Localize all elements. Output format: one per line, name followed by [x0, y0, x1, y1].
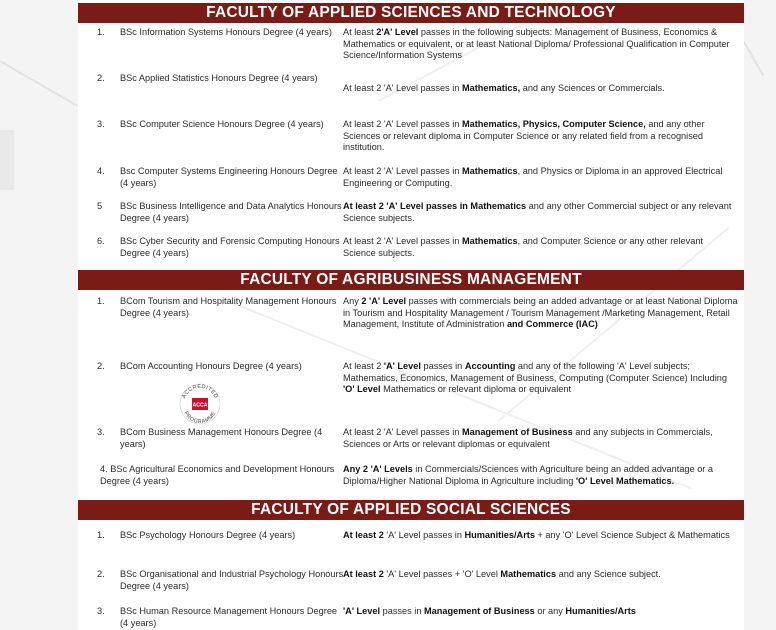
- requirement-emphasis: Humanities/Arts: [464, 530, 535, 540]
- entry-requirement: [343, 296, 738, 331]
- row-number: 3.: [97, 606, 105, 616]
- row-number: 2.: [97, 569, 105, 579]
- requirement-text: and any Sciences or Commercials.: [520, 83, 665, 93]
- entry-requirement: [343, 119, 738, 154]
- program-name: BSc Computer Science Honours Degree (4 years): [120, 119, 324, 129]
- row-number: 2.: [97, 73, 105, 83]
- program-name: BSc Human Resource Management Honours Degree (4 years): [120, 606, 338, 628]
- admission-requirements-document: [78, 0, 744, 630]
- entry-requirement: [343, 530, 738, 542]
- requirement-text: + any 'O' Level Science Subject & Mathematics: [534, 530, 730, 540]
- requirement-emphasis: Management of Business: [423, 606, 535, 616]
- requirement-text: At least 2 'A' Level passes in: [343, 236, 462, 246]
- requirement-emphasis: and Commerce (IAC): [506, 319, 598, 330]
- requirement-text: and any other Commercial subject or any relevant Science subjects.: [343, 201, 732, 223]
- program-name: Bsc Computer Systems Engineering Honours Degree (4 years): [120, 166, 338, 188]
- requirement-text: and any Science subject.: [556, 569, 661, 579]
- row-number: 5: [97, 201, 103, 211]
- program-name: BCom Business Management Honours Degree (4 years): [120, 427, 323, 449]
- row-number: 1.: [97, 27, 105, 37]
- requirement-emphasis: At least 2: [343, 530, 384, 540]
- requirement-text: passes with commercials being an added advantage or at least National Diploma in Tourism and Hospitality Management / Tourism Management /Marketing Management, Retail Management, Institute of Administration: [343, 296, 738, 330]
- requirement-text: in Commercials/Sciences with Agriculture being an added advantage or a Diploma/Higher National Diploma in Agriculture including: [343, 464, 714, 486]
- requirement-text: Any: [343, 296, 362, 306]
- entry-requirement: [343, 27, 738, 62]
- badge-ring-bottom-text: PROGRAMME: [182, 410, 218, 426]
- requirement-text: At least 2 'A' Level passes in: [343, 427, 462, 437]
- requirement-text: or any: [534, 606, 566, 616]
- requirement-text: passes in: [380, 606, 424, 616]
- requirement-text: At least: [343, 27, 377, 37]
- requirement-emphasis: Mathematics: [500, 569, 557, 579]
- requirement-emphasis: 2 'A' Level: [361, 296, 407, 306]
- program-name: BCom Accounting Honours Degree (4 years): [120, 361, 302, 371]
- requirement-emphasis: Humanities/Arts: [565, 606, 636, 616]
- requirement-emphasis: Mathematics: [461, 236, 518, 246]
- program-name: BSc Psychology Honours Degree (4 years): [120, 530, 296, 540]
- requirement-text: Mathematics or relevant diploma or equivalent: [380, 384, 572, 395]
- faculty-heading: FACULTY OF APPLIED SCIENCES AND TECHNOLOGY: [78, 3, 744, 23]
- entry-requirement: [343, 236, 738, 259]
- row-number: 3.: [97, 427, 105, 437]
- entry-requirement: [343, 464, 738, 487]
- entry-requirement: [343, 606, 738, 618]
- requirement-text: At least 2 'A' Level passes in: [343, 83, 462, 93]
- requirement-text: , and Computer Science or any other relevant Science subjects.: [343, 236, 703, 258]
- faculty-heading: FACULTY OF AGRIBUSINESS MANAGEMENT: [78, 270, 744, 290]
- row-number: 1.: [97, 530, 105, 540]
- requirement-emphasis: Any 2 'A' Levels: [343, 464, 413, 474]
- requirement-emphasis: 'A' Level: [343, 606, 381, 616]
- row-number: 3.: [97, 119, 105, 129]
- requirement-text: At least 2 'A' Level passes in: [343, 166, 462, 176]
- entry-requirement: [343, 361, 738, 396]
- requirement-text: passes in the following subjects: Management of Business, Economics & Mathematics or equivalent, or at least National Diploma/ Professional Qualification in Computer Science/Information Systems: [343, 27, 730, 61]
- badge-ring-top-text: ACCREDITED: [181, 383, 219, 400]
- requirement-emphasis: 2'A' Level: [376, 27, 419, 37]
- requirement-emphasis: 'O' Level Mathematics.: [575, 475, 675, 486]
- requirement-text: and any other Sciences or relevant diploma in Computer Science or any related field from a recognised institution.: [343, 119, 705, 153]
- requirement-emphasis: Mathematics: [461, 166, 518, 176]
- requirement-emphasis: Accounting: [464, 361, 516, 371]
- requirement-text: 'A' Level passes + 'O' Level: [383, 569, 501, 579]
- entry-requirement: [343, 569, 738, 581]
- requirement-emphasis: Mathematics, Physics, Computer Science,: [461, 119, 646, 129]
- background-line: [742, 40, 764, 76]
- program-name: BSc Cyber Security and Forensic Computing Honours Degree (4 years): [120, 236, 340, 258]
- acca-logo-text: ACCA: [192, 402, 208, 409]
- row-number: 4.: [97, 166, 105, 176]
- requirement-text: At least 2 'A' Level passes in: [343, 119, 462, 129]
- requirement-text: and any subjects in Commercials, Sciences or Arts or relevant diplomas or equivalent: [343, 427, 713, 449]
- requirement-emphasis: At least 2: [343, 569, 384, 579]
- requirement-text: , and Physics or Diploma in an approved Electrical Engineering or Computing.: [343, 166, 723, 188]
- acca-accredited-badge: [178, 382, 222, 426]
- entry-requirement: [343, 201, 738, 224]
- row-number: 2.: [97, 361, 105, 371]
- background-shape: [0, 130, 14, 190]
- requirement-emphasis: At least 2 'A' Level passes in Mathematics: [343, 201, 527, 211]
- program-name: BSc Applied Statistics Honours Degree (4 years): [120, 73, 318, 83]
- row-number: 1.: [97, 296, 105, 306]
- entry-requirement: [343, 427, 738, 450]
- entry-requirement: [343, 166, 738, 189]
- program-name: BSc Business Intelligence and Data Analytics Honours Degree (4 years): [120, 201, 342, 223]
- requirement-text: 'A' Level passes in: [383, 530, 465, 540]
- requirement-emphasis: 'O' Level: [343, 384, 381, 395]
- requirement-emphasis: Mathematics,: [461, 83, 521, 93]
- requirement-text: At least 2: [343, 361, 384, 371]
- svg-text:PROGRAMME: [182, 411, 217, 425]
- program-name: 4. BSc Agricultural Economics and Development Honours Degree (4 years): [100, 464, 335, 486]
- requirement-emphasis: Management of Business: [461, 427, 573, 437]
- entry-requirement: [343, 83, 738, 95]
- svg-text:ACCREDITED: [181, 384, 219, 400]
- requirement-emphasis: 'A' Level: [383, 361, 421, 371]
- program-name: BSc Organisational and Industrial Psychology Honours Degree (4 years): [120, 569, 344, 591]
- faculty-heading: FACULTY OF APPLIED SOCIAL SCIENCES: [78, 500, 744, 520]
- background-line: [0, 60, 78, 107]
- program-name: BSc Information Systems Honours Degree (4 years): [120, 27, 332, 37]
- program-name: BCom Tourism and Hospitality Management Honours Degree (4 years): [120, 296, 337, 318]
- requirement-text: and any of the following 'A' Level subjects; Mathematics, Economics, Management of Business, Computing (Computer Science) Including: [343, 361, 728, 383]
- row-number: 6.: [97, 236, 105, 246]
- requirement-text: passes in: [420, 361, 465, 371]
